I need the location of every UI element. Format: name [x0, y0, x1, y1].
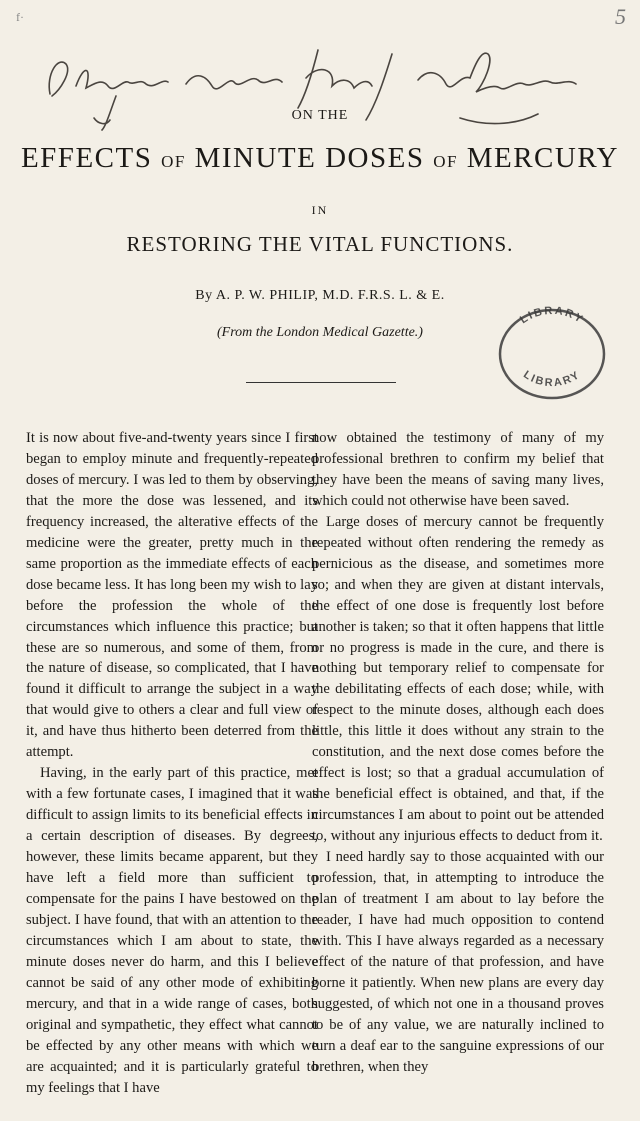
text-column-left	[26, 428, 318, 1099]
title-part-minute-doses: MINUTE DOSES	[194, 142, 425, 174]
paragraph: It is now about five-and-twenty years since I first began to employ minute and frequently-repeated doses of mercury. I was led to them by observing, that the more the dose was lessened, and its frequency increased, the alterative effects of the medicine were the greater, pretty much in the same proportion as the immediate effects of each dose became less. It has long been my wish to lay before the profession the whole of the circumstances which influence this practice; but these are so numerous, and some of them, from the nature of disease, so complicated, that I have found it difficult to arrange the subject in a way that would give to others a clear and full view of it, and have thus hitherto been deterred from the attempt.	[26, 430, 318, 761]
library-stamp	[476, 294, 626, 404]
page-title	[0, 142, 640, 175]
paragraph: I need hardly say to those acquainted with our profession, that, in attempting to introduce the plan of treatment I am about to lay before the reader, I have had much opposition to contend with. This I have always regarded as a necessary effect of the nature of that profession, and have borne it patiently. When new plans are every day suggested, of which not one in a thousand proves to be of any value, we are naturally inclined to turn a deaf ear to the sanguine expressions of our brethren, when they	[312, 849, 604, 1075]
corner-mark: f·	[16, 10, 24, 24]
page-subtitle: RESTORING THE VITAL FUNCTIONS.	[126, 232, 514, 256]
heading-on-the: ON THE	[291, 108, 349, 123]
heading-in: IN	[311, 203, 329, 217]
title-of-2: OF	[433, 152, 458, 171]
paragraph: Large doses of mercury cannot be frequently repeated without often rendering the remedy as pernicious as the disease, and sometimes more so; and when they are given at distant intervals, the effect of one dose is frequently lost before another is taken; so that it often happens that little or no progress is made in the cure, and there is nothing but temporary relief to compensate for the debilitating effects of each dose; while, with respect to the minute doses, although each does little, this little it does without any strain to the constitution, and the next dose comes before the effect is lost; so that a gradual accumulation of the beneficial effect is obtained, and that, if the circumstances I am about to point out be attended to, without any injurious effects to deduct from it.	[312, 513, 604, 845]
svg-text:LIBRARY	[521, 369, 583, 390]
source-note: (From the London Medical Gazette.)	[217, 325, 423, 340]
stamp-bottom-text: LIBRARY	[521, 368, 583, 390]
header-divider	[246, 382, 396, 383]
page-number: 5	[615, 4, 626, 29]
title-part-effects: EFFECTS	[20, 142, 153, 174]
byline-author: A. P. W. PHILIP, M.D. F.R.S. L. & E.	[215, 288, 445, 303]
stamp-top-text: LIBRARY	[517, 304, 587, 327]
title-of-1: OF	[161, 152, 186, 171]
byline-by: By	[195, 288, 213, 303]
text-column-right	[312, 428, 604, 1078]
paragraph: now obtained the testimony of many of my professional brethren to confirm my belief that they have been the means of saving many lives, which could not otherwise have been saved.	[312, 430, 604, 509]
paragraph: Having, in the early part of this practice, met with a few fortunate cases, I imagined that it was difficult to assign limits to its beneficial effects in a certain description of diseases. By degrees, however, these limits became apparent, but they have left a field more than sufficient to compensate for the pains I have bestowed on the subject. I have found, that with an attention to the circumstances which I am about to state, the minute doses never do harm, and this I believe cannot be said of any other mode of exhibiting mercury, and that in a wide range of cases, both original and sympathetic, they effect what cannot be effected by any other means with which we are acquainted; and it is particularly grateful to my feelings that I have	[26, 765, 318, 1096]
title-part-mercury: MERCURY	[466, 142, 620, 174]
